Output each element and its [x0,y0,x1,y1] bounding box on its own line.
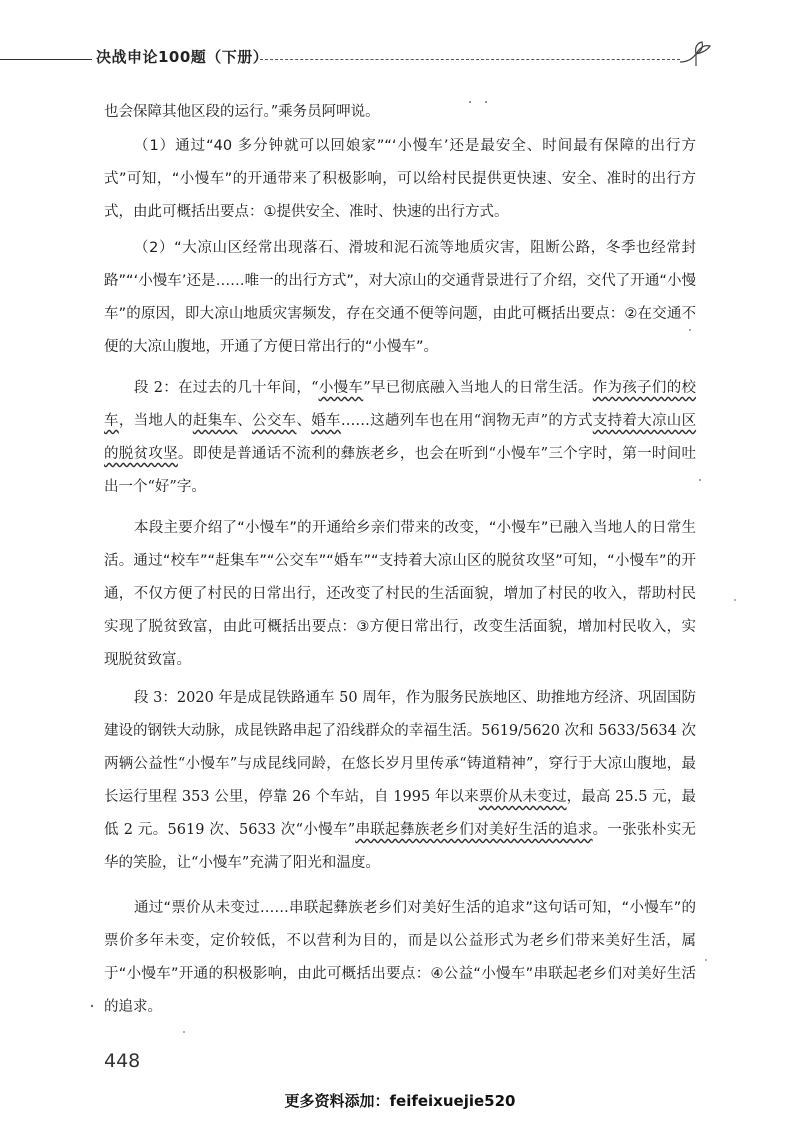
underlined-phrase: 作为孩子们的校车 [104,380,697,429]
source-segment-3: 段 3：2020 年是成昆铁路通车 50 周年，作为服务民族地区、助推地方经济、巩固国防建设的钢铁大动脉，成昆铁路串起了沿线群众的幸福生活。5619/5620 次和 5633/5634 次两辆公益性“小慢车”与成昆线同龄，在悠长岁月里传承“铸道精神”，穿行于大凉山腹地，最长运行里程 353 公里，停靠 26 个车站，自 1995 年以来票价从未变过，最高 25.5 元，最低 2 元。5619 次、5633 次“小慢车”串联起彝族老乡们对美好生活的追求。一张张朴实无华的笑脸，让“小慢车”充满了阳光和温度。 [104,690,697,871]
header-rule-left [0,59,92,60]
underlined-phrase: 支持着大凉山区的脱贫攻坚 [104,413,697,462]
underlined-phrase: 公交车 [252,413,297,429]
underlined-phrase: 赶集车 [192,413,238,429]
promo-text: 更多资料添加：feifeixuejie520 [284,1092,516,1110]
analysis-point-2: （2）“大凉山区经常出现落石、滑坡和泥石流等地质灾害，阻断公路，冬季也经常封路”“‘小慢车’还是……唯一的出行方式”，对大凉山的交通背景进行了介绍，交代了开通“小慢车”的原因，即大凉山地质灾害频发，存在交通不便等问题，由此可概括出要点：②在交通不便的大凉山腹地，开通了方便日常出行的“小慢车”。 [104,240,696,355]
page-number: 448 [104,1050,141,1072]
paragraph-continuation: 也会保障其他区段的运行。”乘务员阿呷说。 [104,104,380,120]
underlined-phrase: 串联起彝族老乡们对美好生活的追求 [355,822,593,838]
book-title: 决战申论100题（下册） [96,48,269,66]
header-rule-right [260,59,680,60]
underlined-phrase: 票价从未变过 [478,789,567,805]
sprout-icon [676,40,716,70]
running-header [0,40,800,76]
analysis-point-1: （1）通过“40 多分钟就可以回娘家”“‘小慢车’还是最安全、时间最有保障的出行方式”可知，“小慢车”的开通带来了积极影响，可以给村民提供更快速、安全、准时的出行方式，由此可概括出要点：①提供安全、准时、快速的出行方式。 [104,138,696,220]
source-segment-2: 段 2：在过去的几十年间，“小慢车”早已彻底融入当地人的日常生活。作为孩子们的校车，当地人的赶集车、公交车、婚车……这趟列车也在用“润物无声”的方式支持着大凉山区的脱贫攻坚。即使是普通话不流利的彝族老乡，也会在听到“小慢车”三个字时，第一时间吐出一个“好”字。 [104,380,697,495]
analysis-point-3: 本段主要介绍了“小慢车”的开通给乡亲们带来的改变，“小慢车”已融入当地人的日常生活。通过“校车”“赶集车”“公交车”“婚车”“支持着大凉山区的脱贫攻坚”可知，“小慢车”的开通，不仅方便了村民的日常出行，还改变了村民的生活面貌，增加了村民的收入，帮助村民实现了脱贫致富，由此可概括出要点：③方便日常出行，改变生活面貌，增加村民收入，实现脱贫致富。 [104,520,696,668]
underlined-phrase: 婚车 [311,413,341,429]
analysis-point-4: 通过“票价从未变过……串联起彝族老乡们对美好生活的追求”这句话可知，“小慢车”的票价多年未变，定价较低，不以营利为目的，而是以公益形式为老乡们带来美好生活，属于“小慢车”开通的积极影响，由此可概括出要点：④公益“小慢车”串联起老乡们对美好生活的追求。 [104,900,696,1015]
underlined-phrase: 小慢车 [318,380,364,396]
